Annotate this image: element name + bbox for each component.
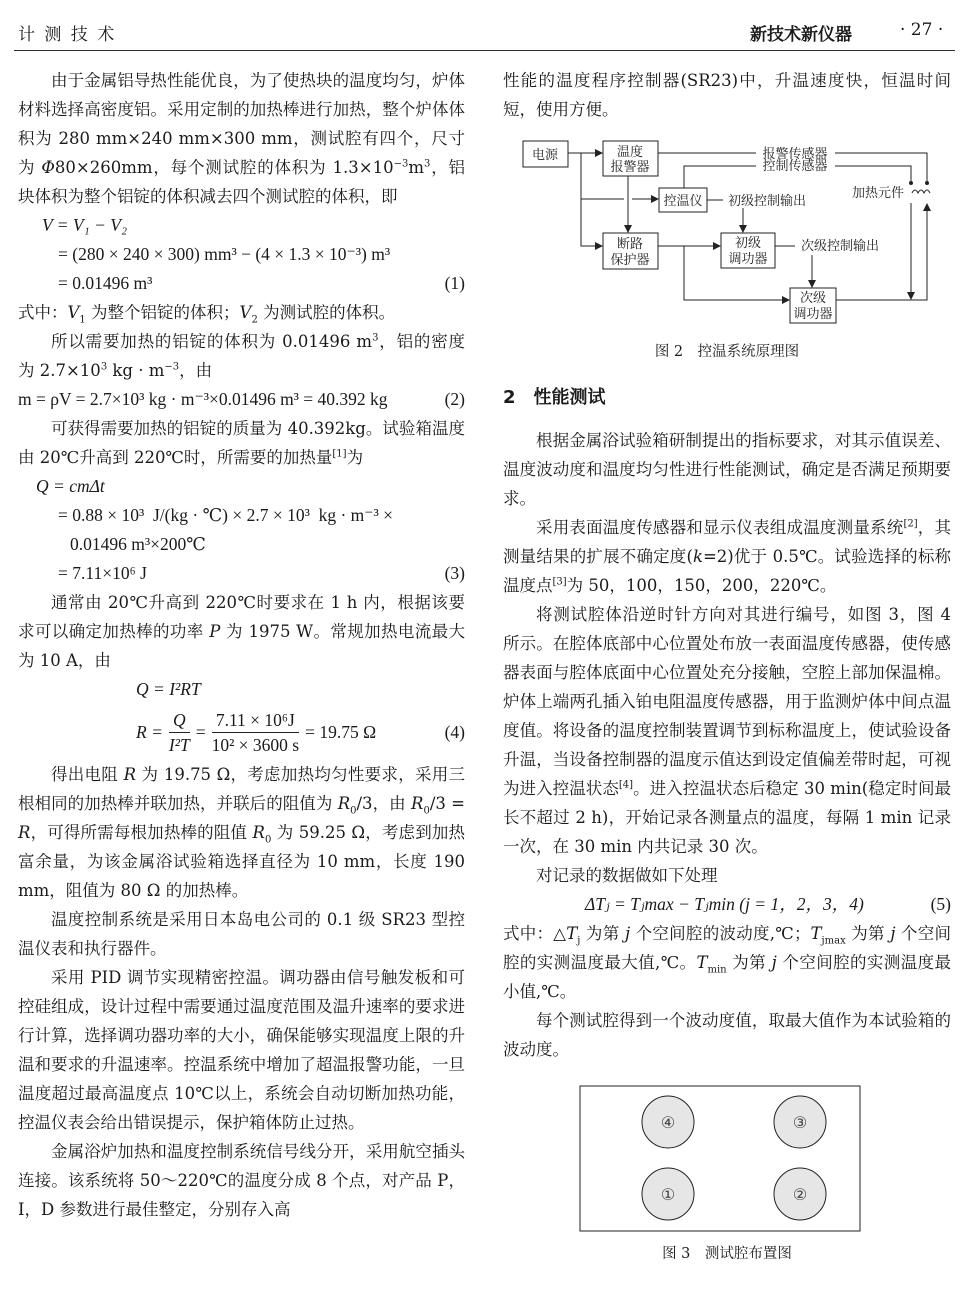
text-run: 为第 [845,924,891,943]
equation-3-line: 0.01496 m³×200℃ [70,534,206,554]
equation-2: m = ρV = 2.7×10³ kg · m⁻³×0.01496 m³ = 40.392 kg [18,389,388,409]
cavity-label-1: ① [660,1185,676,1204]
text-run: 为第 [580,924,625,943]
math-symbol: T [696,953,708,972]
equation-number: (3) [444,563,465,583]
text-run: 得出电阻 [51,765,124,784]
superscript: 3 [424,158,431,170]
page-number: · 27 · [900,20,944,40]
text-run: 为整个铝锭的体积； [85,303,240,322]
eq-rhs: = 19.75 Ω [305,721,377,742]
text-run: /3，由 [356,794,411,813]
text-run: 式中：△ [503,924,567,943]
label-alarm: 报警器 [610,160,650,175]
text-run: ，其测量结果的扩展不确定度( [503,518,952,566]
text-run: 采用 PID 调节实现精密控温。调功器由信号触发板和可控硅组成，设计过程中需要通过温度范围及温升速率的要求进行计算，选择调功器功率的大小，确保能够实现温度上限的升温和要求的升温速率。控温系统中增加了超温报警功能，一旦温度超过最高温度点 10℃以上，系统会自动切断加热功能，控温仪表会给出错误提示，保护箱体防止过热。 [18,968,465,1132]
label-control-sensor: 控制传感器 [762,159,828,174]
text-run: 对记录的数据做如下处理 [536,866,718,885]
paragraph [18,588,465,675]
subscript: jmax [821,935,846,947]
equation-number: (4) [444,721,465,742]
label-secondary-output: 次级控制输出 [800,239,880,254]
left-column [18,66,465,1224]
superscript: −3 [393,158,409,170]
paragraph [503,919,951,1006]
text-run: ，可得所需每根加热棒的阻值 [30,823,253,842]
superscript: [3] [552,576,567,588]
math-symbol: V [67,303,80,322]
label-power: 电源 [531,148,559,163]
equation-4a: Q = I²RT [136,679,201,699]
superscript: [4] [618,779,634,791]
equation-number: (5) [930,894,951,914]
paragraph [503,861,951,890]
figure-3-diagram [503,1076,951,1236]
equation-4 [18,704,465,760]
text-run: 通常由 20℃升高到 220℃时要求在 1 h 内，根据该要求可以确定加热棒的功率 [18,593,465,641]
text-run: 个空间腔的实测温度最小值,℃。 [503,953,951,1001]
text-run: 采用表面温度传感器和显示仪表组成温度测量系统 [536,518,904,537]
paragraph [503,66,951,124]
math-symbol: k [692,547,703,566]
section-name: 新技术新仪器 [750,25,852,45]
text-run: 性能的温度程序控制器(SR23)中，升温速度快，恒温时间短，使用方便。 [503,71,951,119]
paragraph [503,1006,951,1064]
text-run: 为测试腔的体积。 [257,303,396,322]
fraction [212,708,300,757]
text-run: 为第 [726,953,772,972]
text-run: ，由 [179,361,213,380]
math-symbol: j [771,953,777,972]
equation-3-line: = 0.88 × 10³ J/(kg · ℃) × 2.7 × 10³ kg · m⁻³ × [58,505,393,525]
subscript: 0 [350,805,357,817]
subscript: 0 [264,834,272,846]
text-run: 个空间腔的实测温度最大值,℃。 [503,924,951,972]
equation-number: (2) [444,389,465,409]
text-run: 式中： [18,303,68,322]
equation-3-line: Q = cmΔt [36,476,105,496]
paragraph [503,513,951,600]
label-controller: 控温仪 [663,194,703,209]
fraction-numerator: 7.11 × 10⁶J [212,708,300,733]
right-column [503,66,951,1269]
text-run: m [408,158,424,177]
figure-3-caption: 图 3 测试腔布置图 [662,1246,792,1262]
figure-2-caption: 图 2 控温系统原理图 [654,344,800,360]
fraction [169,708,190,757]
math-symbol: R [411,794,424,813]
fraction-denominator: 10² × 3600 s [211,734,300,755]
math-symbol: R [18,823,31,842]
header-rule [14,50,955,51]
superscript: [2] [903,518,918,530]
eq-lhs: R = [136,721,163,742]
text-run: ，铝的密度为 2.7×10 [18,332,465,380]
math-symbol: R [123,765,137,784]
text-run: 为 19.75 Ω，考虑加热均匀性要求，采用三根相同的加热棒并联加热，并联后的阻值为 [18,765,466,813]
text-run: 根据金属浴试验箱研制提出的指标要求，对其示值误差、温度波动度和温度均匀性进行性能测试，确定是否满足预期要求。 [503,431,951,508]
fraction-numerator: Q [169,708,190,733]
section-heading: 2 性能测试 [503,387,606,408]
text-run: 将测试腔体沿逆时针方向对其进行编号，如图 3，图 4 所示。在腔体底部中心位置处布放一表面温度传感器，使传感器表面与腔体底面中心位置处充分接触，空腔上部加保温棉。炉体上端两孔插入铂电阻温度传感器，用于监测炉体中间点温度值。将设备的温度控制装置调节到标称温度上，使试验设备升温，当设备控制器的温度示值达到设定值偏差带时起，可视为进入控温状态 [503,605,951,798]
heater-coil-icon [912,190,930,193]
equation-1-line: V = V₁ − V₂ [42,215,128,235]
cavity-label-3: ③ [792,1113,808,1132]
math-symbol: Φ [41,158,55,177]
text-run: 金属浴炉加热和温度控制系统信号线分开，采用航空插头连接。该系统将 50～220℃的温度分成 8 个点，对产品 P，I，D 参数进行最佳整定，分别存入高 [18,1142,465,1219]
equation-5: ΔTⱼ = Tⱼmax − Tⱼmin (j = 1，2，3，4) [585,894,864,914]
math-symbol: T [810,924,822,943]
fraction-denominator: I²T [168,734,190,755]
label-primary-regulator: 调功器 [728,252,768,267]
paragraph [18,298,465,327]
label-breaker: 断路 [616,237,644,252]
paragraph [18,1137,465,1224]
text-run: 。进入控温状态后稳定 30 min(稳定时间最长不超过 2 h)，开始记录各测量点的温度，每隔 1 min 记录一次，在 30 min 内共记录 30 次。 [503,779,952,856]
text-run: 可获得需要加热的铝锭的质量为 40.392kg。试验箱温度由 20℃升高到 220℃时，所需要的加热量 [18,419,465,467]
paragraph [18,66,465,211]
subscript: j [577,935,581,947]
superscript: 3 [372,332,379,344]
label-breaker: 保护器 [610,253,650,268]
label-alarm-sensor: 报警传感器 [762,147,828,162]
text-run: 温度控制系统是采用日本岛电公司的 0.1 级 SR23 型控温仪表和执行器件。 [18,910,465,958]
paragraph [18,414,465,472]
equation-1-line: = (280 × 240 × 300) mm³ − (4 × 1.3 × 10⁻³) m³ [58,244,391,264]
text-run: 每个测试腔得到一个波动度值，取最大值作为本试验箱的波动度。 [503,1011,951,1059]
text-run: 为 [346,448,364,467]
math-symbol: T [566,924,578,943]
text-run: 80×260mm，每个测试腔的体积为 1.3×10 [54,158,394,177]
text-run: 为 1975 W。常规加热电流最大为 10 A，由 [18,622,466,670]
paragraph [18,327,465,385]
superscript: [1] [332,448,347,460]
cavity-label-4: ④ [660,1113,676,1132]
figure-2-diagram [503,128,951,338]
text-run: /3 = [429,794,465,813]
label-alarm: 温度 [616,145,644,160]
label-primary-regulator: 初级 [734,236,762,251]
eq-sign: = [195,721,206,742]
text-run: 为 50，100，150，200，220℃。 [566,576,837,595]
subscript: 2 [251,314,258,326]
equation-number: (1) [444,273,465,293]
equation-1-line: = 0.01496 m³ [58,273,153,293]
equation-3-line: = 7.11×10⁶ J [58,563,147,583]
text-run: 为 59.25 Ω，考虑到加热富余量，为该金属浴试验箱选择直径为 10 mm，长度 190 mm，阻值为 80 Ω 的加热棒。 [18,823,466,900]
math-symbol: j [890,924,896,943]
subscript: min [707,964,727,976]
label-secondary-regulator: 次级 [799,291,827,306]
subscript: 0 [423,805,430,817]
text-run: kg · m [107,361,165,380]
label-primary-output: 初级控制输出 [727,194,807,209]
text-run: =2)优于 0.5℃。试验选择的标称温度点 [503,547,951,595]
label-heater: 加热元件 [851,186,905,201]
cavity-label-2: ② [792,1185,808,1204]
text-run: 个空间腔的波动度,℃； [630,924,811,943]
text-run: 由于金属铝导热性能优良，为了使热块的温度均匀，炉体材料选择高密度铝。采用定制的加热棒进行加热，整个炉体体积为 280 mm×240 mm×300 mm，测试腔有四个，尺寸为 [18,71,465,177]
journal-name: 计 测 技 术 [18,25,117,45]
math-symbol: R [252,823,265,842]
paragraph [503,426,951,513]
math-symbol: R [337,794,351,813]
superscript: 3 [100,361,108,373]
paragraph [18,963,465,1137]
paragraph [503,600,951,861]
text-run: ，铝块体积为整个铝锭的体积减去四个测试腔的体积，即 [18,158,466,206]
superscript: −3 [164,361,180,373]
paragraph [18,905,465,963]
math-symbol: P [209,622,221,641]
text-run: 所以需要加热的铝锭的体积为 0.01496 m [51,332,373,351]
math-symbol: j [624,924,631,943]
math-symbol: V [239,303,252,322]
subscript: 1 [79,314,86,326]
paragraph [18,760,465,905]
label-secondary-regulator: 调功器 [793,307,833,322]
